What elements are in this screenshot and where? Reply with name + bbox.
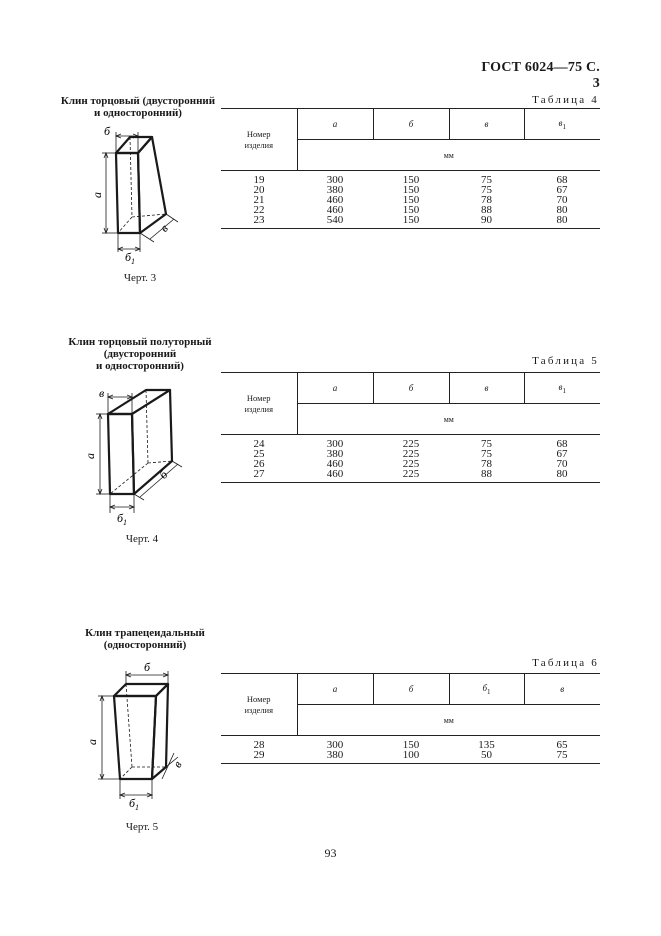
caption-line: (односторонний) <box>103 639 187 651</box>
table-cell: 68 <box>524 435 600 450</box>
table-cell: 28 <box>221 736 297 751</box>
wedge-figure <box>82 383 192 527</box>
dim-v-label: в <box>169 758 185 770</box>
table-row <box>221 171 600 186</box>
caption-line: Клин торцовый (двусторонний <box>60 95 216 107</box>
table-cell: 150 <box>373 215 449 229</box>
col-header: б <box>373 373 449 404</box>
col-header-number: Номер изделия <box>221 674 297 736</box>
table-row <box>221 736 600 751</box>
table-cell: 29 <box>221 750 297 764</box>
dim-a-label: а <box>85 739 99 745</box>
table-cell: 25 <box>253 448 265 460</box>
dim-b1-label: $б_1$ <box>129 796 140 812</box>
table-cell: 21 <box>253 194 265 206</box>
section-caption <box>52 95 224 119</box>
wedge-side-face <box>152 684 168 779</box>
wedge-front-face <box>108 414 134 494</box>
table-cell: 380 <box>326 448 344 460</box>
dim-b1-label: $б_1$ <box>117 511 128 527</box>
caption-line: Клин торцовый полуторный <box>68 336 212 348</box>
table-cell: 460 <box>326 194 344 206</box>
table-cell: 300 <box>297 171 373 186</box>
table-cell: 225 <box>402 458 420 470</box>
table-row <box>221 750 600 764</box>
table-cell: 540 <box>297 215 373 229</box>
caption-line: (двусторонний <box>103 348 177 360</box>
col-header-number: Номер изделия <box>221 373 297 435</box>
col-header-number: Номер изделия <box>221 109 297 171</box>
table-cell: 80 <box>556 204 568 216</box>
table-cell: 78 <box>481 458 492 470</box>
col-header: в <box>449 373 524 404</box>
col-header: а <box>297 674 373 705</box>
table-cell: 135 <box>449 736 524 751</box>
table-cell: 24 <box>221 435 297 450</box>
table-cell: 75 <box>481 184 492 196</box>
table-cell: 75 <box>449 435 524 450</box>
table-cell: 150 <box>373 736 449 751</box>
figure-label: Черт. 4 <box>125 533 159 545</box>
table-cell: 50 <box>449 750 524 764</box>
table-cell: 70 <box>556 458 568 470</box>
section-caption <box>70 627 220 651</box>
table-label: Таблица 6 <box>532 657 599 669</box>
table-cell: 20 <box>253 184 265 196</box>
col-header: $б_1$ <box>449 674 524 705</box>
col-header: б <box>373 109 449 140</box>
unit-label: мм <box>297 140 600 171</box>
table-cell: 70 <box>556 194 568 206</box>
wedge-figure <box>85 657 196 812</box>
table-row <box>221 435 600 450</box>
table-cell: 75 <box>449 171 524 186</box>
table-cell: 67 <box>556 448 568 460</box>
table-label: Таблица 4 <box>532 94 599 106</box>
table-cell: 100 <box>373 750 449 764</box>
wedge-figure <box>88 118 198 266</box>
dim-b1-label: $б_1$ <box>125 250 136 266</box>
dim-v-label: в <box>157 221 171 235</box>
table-cell: 380 <box>297 750 373 764</box>
dim-b-label: б <box>144 660 151 674</box>
table-cell: 75 <box>481 448 492 460</box>
figure-label: Черт. 3 <box>123 272 157 284</box>
dim-a-label: а <box>90 192 104 198</box>
data-table <box>221 372 600 483</box>
table-cell: 80 <box>524 469 600 483</box>
table-cell: 75 <box>524 750 600 764</box>
table-cell: 150 <box>402 194 420 206</box>
table-label: Таблица 5 <box>532 355 599 367</box>
table-cell: 225 <box>402 448 420 460</box>
table-cell: 460 <box>297 469 373 483</box>
table-cell: 78 <box>481 194 492 206</box>
table-cell: 26 <box>253 458 265 470</box>
dim-b-label: б <box>104 124 111 138</box>
caption-line: и односторонний) <box>94 107 182 119</box>
col-header: а <box>297 109 373 140</box>
document-header: ГОСТ 6024—75 С. 3 <box>481 60 600 91</box>
wedge-top-face <box>116 137 152 153</box>
table-cell: 380 <box>326 184 344 196</box>
col-header: в <box>449 109 524 140</box>
section-caption <box>60 336 220 372</box>
table-cell: 150 <box>402 204 420 216</box>
page-number: 93 <box>324 846 337 860</box>
table-cell: 88 <box>481 204 492 216</box>
table-cell: 150 <box>373 171 449 186</box>
dim-b-label: в <box>99 386 105 400</box>
table-cell: 460 <box>326 458 344 470</box>
table-cell: 225 <box>373 435 449 450</box>
data-table <box>221 673 600 764</box>
col-header: $в_1$ <box>524 109 600 140</box>
table-cell: 68 <box>524 171 600 186</box>
wedge-top-face <box>114 684 168 696</box>
table-cell: 65 <box>524 736 600 751</box>
wedge-front-face <box>114 696 156 779</box>
data-table <box>221 108 600 229</box>
dim-a-label: а <box>83 453 97 459</box>
table-row <box>221 215 600 229</box>
unit-label: мм <box>297 705 600 736</box>
table-cell: 225 <box>373 469 449 483</box>
caption-line: Клин трапецеидальный <box>85 627 205 639</box>
unit-label: мм <box>297 404 600 435</box>
table-cell: 150 <box>402 184 420 196</box>
table-cell: 19 <box>221 171 297 186</box>
table-cell: 27 <box>221 469 297 483</box>
col-header: в <box>524 674 600 705</box>
dim-v-label: б <box>156 467 171 482</box>
table-cell: 300 <box>297 736 373 751</box>
col-header: $в_1$ <box>524 373 600 404</box>
table-cell: 22 <box>253 204 265 216</box>
figure-label: Черт. 5 <box>125 821 159 833</box>
wedge-side-face <box>138 137 166 233</box>
table-row <box>221 469 600 483</box>
table-cell: 67 <box>556 184 568 196</box>
col-header: б <box>373 674 449 705</box>
table-cell: 23 <box>221 215 297 229</box>
table-cell: 90 <box>449 215 524 229</box>
caption-line: и односторонний) <box>96 360 184 372</box>
table-cell: 460 <box>326 204 344 216</box>
table-cell: 300 <box>297 435 373 450</box>
table-cell: 80 <box>524 215 600 229</box>
table-cell: 88 <box>449 469 524 483</box>
col-header: а <box>297 373 373 404</box>
